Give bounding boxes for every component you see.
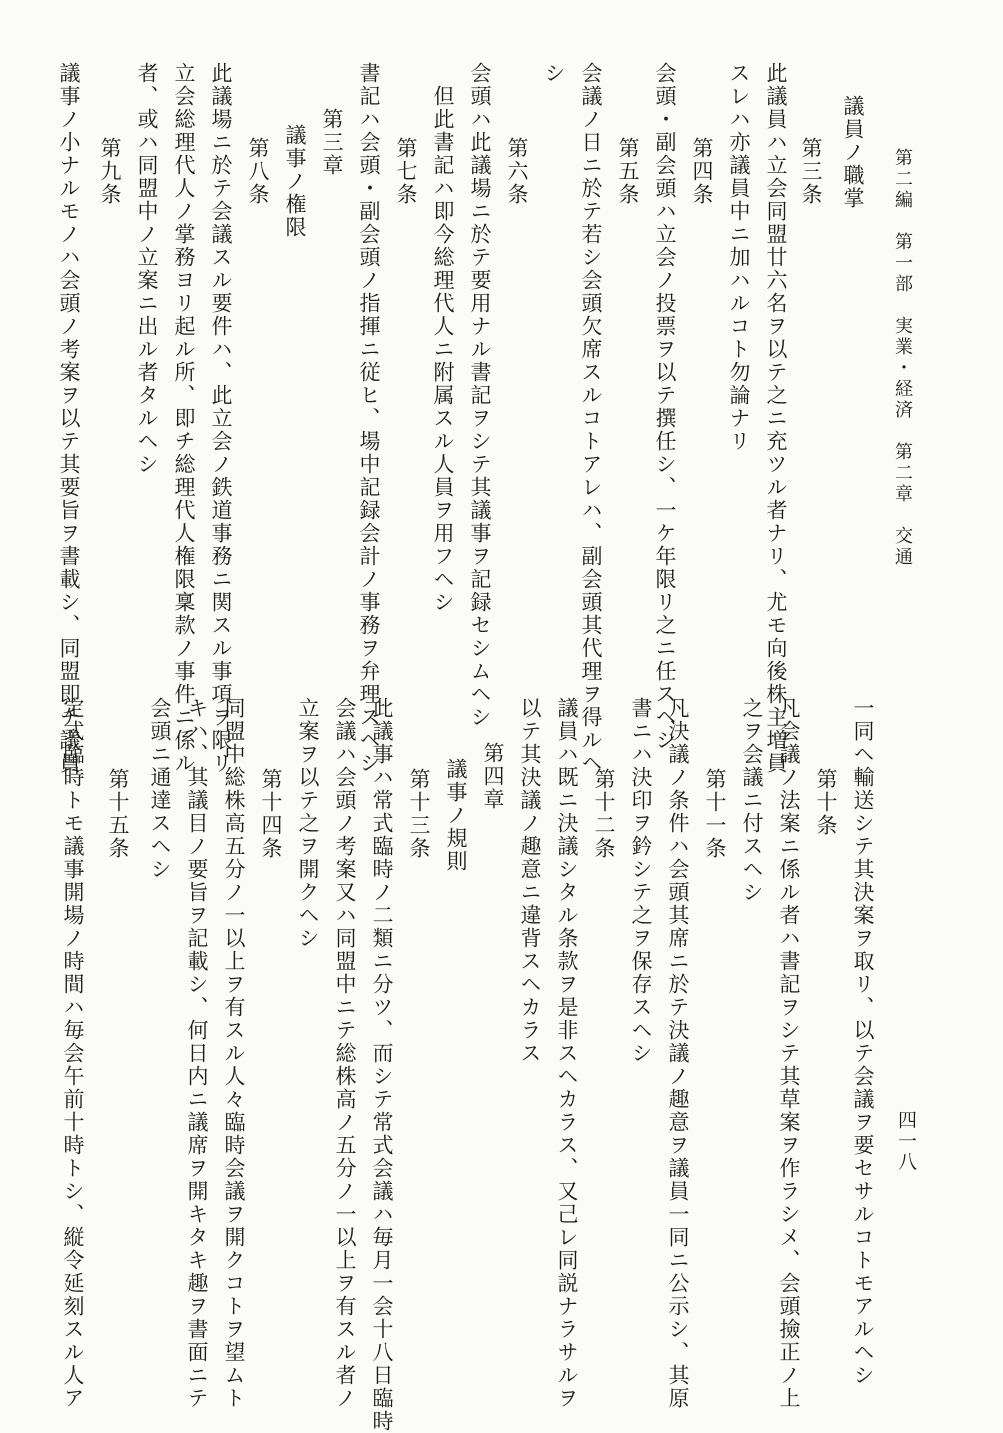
text-line: スレハ亦議員中ニ加ハルコト勿論ナリ: [727, 62, 751, 453]
text-line: 定式臨時トモ議事開場ノ時間ハ毎会午前十時トシ、縦令延刻スル人ア: [61, 697, 85, 1410]
text-line: キハ、其議目ノ要旨ヲ記載シ、何日内ニ議席ヲ開キタキ趣ヲ書面ニテ: [185, 697, 209, 1410]
text-line: 凡会議ノ法案ニ係ル者ハ書記ヲシテ其草案ヲ作ラシメ、会頭撿正ノ上: [777, 697, 801, 1410]
article-heading: 第九条: [98, 137, 122, 206]
text-line: 立会総理代人ノ掌務ヨリ起ル所、即チ総理代人権限稟款ノ事件ニ係ル: [172, 62, 196, 775]
text-line: 但此書記ハ即今総理代人ニ附属スル人員ヲ用フヘシ: [431, 85, 455, 614]
article-heading: 第十五条: [106, 768, 130, 860]
text-line: 議員ハ既ニ決議シタル条款ヲ是非スヘカラス、又己レ同説ナラサルヲ: [555, 697, 579, 1410]
text-line: 書ニハ決印ヲ鈐シテ之ヲ保存スヘシ: [629, 697, 653, 1065]
text-line: 此議員ハ立会同盟廿六名ヲ以テ之ニ充ツル者ナリ、尤モ向後株主増員: [764, 62, 788, 775]
article-heading: 第十条: [814, 768, 838, 837]
section-heading: 議事ノ権限: [283, 124, 307, 239]
text-line: 会頭ニ通達スヘシ: [148, 697, 172, 881]
chapter-heading: 第四章: [481, 742, 505, 811]
article-heading: 第十四条: [259, 768, 283, 860]
text-line: 議事ノ小ナルモノハ会頭ノ考案ヲ以テ其要旨ヲ書載シ、同盟即チ議員: [57, 62, 81, 775]
running-head: 第二編 第一部 実業・経済 第二章 交通: [892, 148, 913, 568]
article-heading: 第三条: [799, 137, 823, 206]
text-line: 書記ハ会頭・副会頭ノ指揮ニ従ヒ、場中記録会計ノ事務ヲ弁理スヘシ: [357, 62, 381, 775]
text-line: 立案ヲ以テ之ヲ開クヘシ: [296, 697, 320, 950]
text-line: 此議場ニ於テ会議スル要件ハ、此立会ノ鉄道事務ニ関スル事項ヲ限リ: [209, 62, 233, 775]
text-line: 者、或ハ同盟中ノ立案ニ出ル者タルヘシ: [135, 62, 159, 476]
section-heading: 議事ノ規則: [444, 758, 468, 873]
text-line: 会頭・副会頭ハ立会ノ投票ヲ以テ撰任シ、一ケ年限リ之ニ任スヘシ: [653, 62, 677, 752]
article-heading: 第四条: [690, 137, 714, 206]
article-heading: 第八条: [246, 137, 270, 206]
text-line: 以テ其決議ノ趣意ニ違背スヘカラス: [518, 697, 542, 1065]
text-line: 会議ハ会頭ノ考案又ハ同盟中ニテ総株高ノ五分ノ一以上ヲ有スル者ノ: [333, 697, 357, 1410]
chapter-heading: 第三章: [320, 108, 344, 177]
text-line: 凡決議ノ条件ハ会頭其席ニ於テ決議ノ趣意ヲ議員一同ニ公示シ、其原: [666, 697, 690, 1410]
text-line: 此議事ハ常式臨時ノ二類ニ分ツ、而シテ常式会議ハ毎月一会十八日臨時: [370, 697, 394, 1433]
text-line: 会頭ハ此議場ニ於テ要用ナル書記ヲシテ其議事ヲ記録セシムヘシ: [468, 62, 492, 729]
article-heading: 第七条: [394, 137, 418, 206]
page-number: 四一八: [895, 1110, 917, 1173]
article-heading: 第六条: [505, 137, 529, 206]
text-line: シ: [542, 62, 566, 85]
text-line: 会議ノ日ニ於テ若シ会頭欠席スルコトアレハ、副会頭其代理ヲ得ルヘ: [579, 62, 603, 775]
text-line: 一同ヘ輸送シテ其決案ヲ取リ、以テ会議ヲ要セサルコトモアルヘシ: [851, 697, 875, 1387]
article-heading: 第十三条: [407, 768, 431, 860]
text-line: 議員ノ職掌: [841, 95, 865, 210]
article-heading: 第十一条: [703, 768, 727, 860]
article-heading: 第十二条: [592, 768, 616, 860]
text-line: 之ヲ会議ニ付スヘシ: [740, 697, 764, 904]
text-line: 同盟中総株高五分ノ一以上ヲ有スル人々臨時会議ヲ開クコトヲ望ムト: [222, 697, 246, 1410]
article-heading: 第五条: [616, 137, 640, 206]
